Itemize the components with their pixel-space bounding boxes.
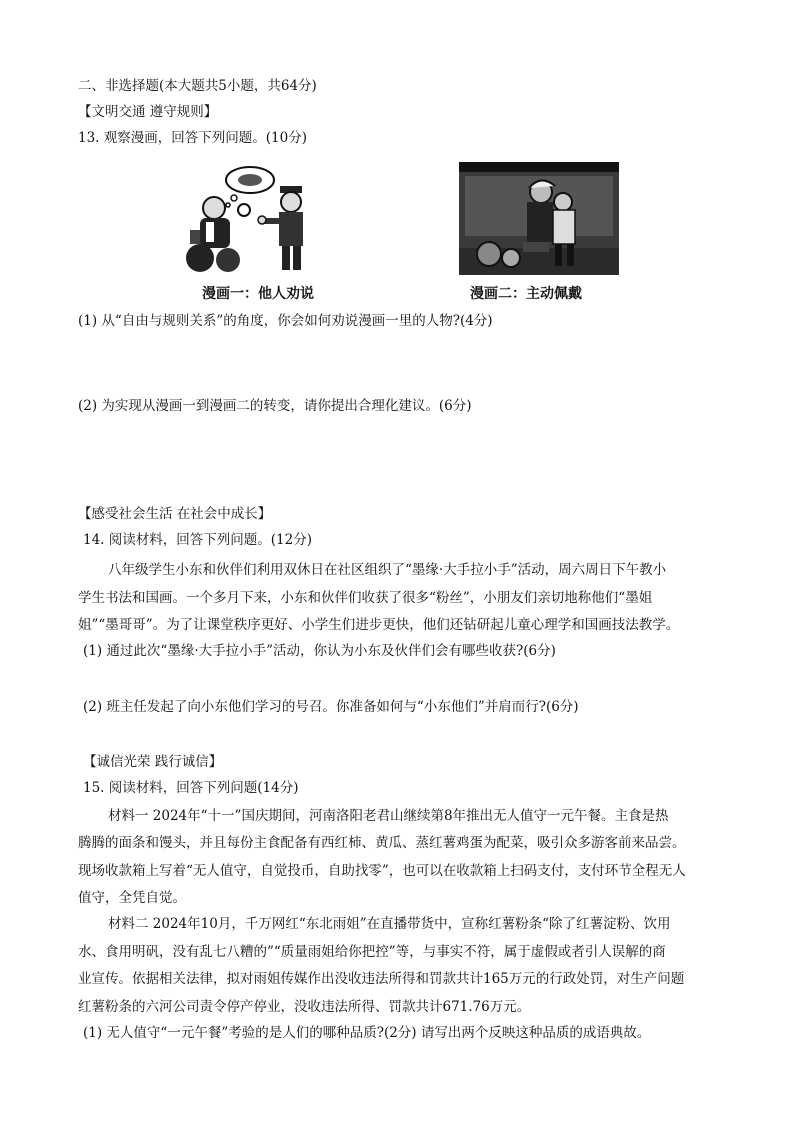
question-14-stem: 14. 阅读材料，回答下列问题。(12分) xyxy=(83,532,312,548)
question-14-material-line: 八年级学生小东和伙伴们利用双休日在社区组织了“墨缘·大手拉小手”活动，周六周日下午教小 xyxy=(108,562,667,578)
question-13-sub-1: (1) 从“自由与规则关系”的角度，你会如何劝说漫画一里的人物?(4分) xyxy=(78,313,493,329)
section-title: 二、非选择题(本大题共5小题，共64分) xyxy=(78,78,317,94)
question-15-material-2-line: 材料二 2024年10月，千万网红“东北雨姐”在直播带货中，宣称红薯粉条“除了红薯淀粉、饮用 xyxy=(108,916,671,932)
cartoon-1-image xyxy=(178,160,318,275)
question-14-material-line: 学生书法和国画。一个多月下来，小东和伙伴们收获了很多“粉丝”，小朋友们亲切地称他们“墨姐 xyxy=(78,590,653,606)
topic-heading: 【诚信光荣 践行诚信】 xyxy=(83,754,223,770)
cartoon-2-caption: 漫画二：主动佩戴 xyxy=(470,286,582,302)
question-13-stem: 13. 观察漫画，回答下列问题。(10分) xyxy=(78,130,307,146)
cartoon-1-caption: 漫画一：他人劝说 xyxy=(202,286,314,302)
question-15-material-1-line: 腾腾的面条和馒头，并且每份主食配备有西红柿、黄瓜、蒸红薯鸡蛋为配菜，吸引众多游客前来品尝。 xyxy=(78,835,686,851)
question-15-material-1-line: 值守，全凭自觉。 xyxy=(78,890,186,906)
question-15-material-2-line: 业宣传。依据相关法律，拟对雨姐传媒作出没收违法所得和罚款共计165万元的行政处罚，对生产问题 xyxy=(78,971,685,987)
question-14-sub-2: (2) 班主任发起了向小东他们学习的号召。你准备如何与“小东他们”并肩而行?(6分) xyxy=(83,699,579,715)
question-15-stem: 15. 阅读材料，回答下列问题(14分) xyxy=(83,780,299,796)
question-15-material-1-line: 现场收款箱上写着“无人值守，自觉投币，自助找零”，也可以在收款箱上扫码支付，支付环节全程无人 xyxy=(78,863,686,879)
question-15-material-1-line: 材料一 2024年“十一”国庆期间，河南洛阳老君山继续第8年推出无人值守一元午餐。主食是热 xyxy=(108,808,669,824)
question-15-material-2-line: 红薯粉条的六河公司责令停产停业，没收违法所得、罚款共计671.76万元。 xyxy=(78,999,531,1015)
question-14-sub-1: (1) 通过此次“墨缘·大手拉小手”活动，你认为小东及伙伴们会有哪些收获?(6分) xyxy=(83,643,556,659)
question-14-material-line: 姐”“墨哥哥”。为了让课堂秩序更好、小学生们进步更快，他们还钻研起儿童心理学和国画技法教学。 xyxy=(78,617,680,633)
topic-heading: 【文明交通 遵守规则】 xyxy=(78,104,218,120)
question-15-material-2-line: 水、食用明矾，没有乱七八糟的”“质量雨姐给你把控”等，与事实不符，属于虚假或者引人误解的商 xyxy=(78,944,666,960)
topic-heading: 【感受社会生活 在社会中成长】 xyxy=(78,506,272,522)
cartoon-2-image xyxy=(459,162,619,275)
question-15-sub-1: (1) 无人值守“一元午餐”考验的是人们的哪种品质?(2分) 请写出两个反映这种品质的成语典故。 xyxy=(83,1025,651,1041)
question-13-sub-2: (2) 为实现从漫画一到漫画二的转变，请你提出合理化建议。(6分) xyxy=(78,398,472,414)
